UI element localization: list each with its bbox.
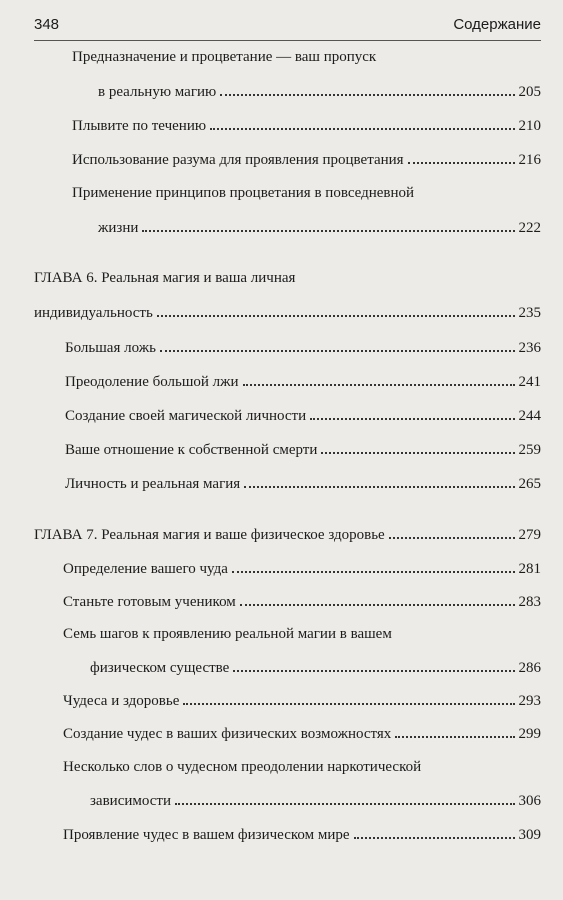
chapter-title: индивидуальность (34, 305, 153, 321)
toc-chapter (34, 302, 541, 322)
toc-entry-title-line: Несколько слов о чудесном преодолении наркотической (63, 759, 422, 775)
leader-dots (210, 115, 514, 130)
toc-page-number: 235 (518, 305, 541, 321)
toc-entry-title: Плывите по течению (72, 118, 207, 134)
leader-dots (354, 824, 515, 839)
toc-chapter (34, 524, 541, 544)
toc-entry-title-line: Предназначение и процветание — ваш пропуск (72, 49, 377, 65)
toc-entry (90, 790, 541, 810)
leader-dots (160, 337, 515, 352)
leader-dots (232, 558, 515, 573)
leader-dots (233, 657, 514, 672)
toc-entry (65, 439, 541, 459)
toc-page-number: 283 (518, 594, 541, 610)
leader-dots (310, 405, 514, 420)
toc-page-number: 259 (518, 442, 541, 458)
toc-entry (65, 405, 541, 425)
toc-entry (98, 217, 541, 237)
toc-entry (65, 371, 541, 391)
toc-page-number: 299 (518, 726, 541, 742)
toc-page-number: 210 (518, 118, 541, 134)
toc-entry-title: жизни (98, 220, 139, 236)
leader-dots (395, 723, 514, 738)
toc-page-number: 279 (518, 527, 541, 543)
toc-entry (65, 473, 541, 493)
leader-dots (220, 81, 514, 96)
chapter-title-line: ГЛАВА 6. Реальная магия и ваша личная (34, 270, 296, 286)
leader-dots (321, 439, 514, 454)
toc-entry-title: физическом существе (90, 660, 230, 676)
toc-page-number: 293 (518, 693, 541, 709)
toc-page-number: 222 (518, 220, 541, 236)
toc-entry-title: Проявление чудес в вашем физическом мире (63, 827, 350, 843)
toc-entry-title: Чудеса и здоровье (63, 693, 180, 709)
toc-page-number: 309 (518, 827, 541, 843)
toc-entry (65, 337, 541, 357)
toc-entry-title: Личность и реальная магия (65, 476, 241, 492)
leader-dots (243, 371, 515, 386)
toc-entry (63, 690, 541, 710)
toc-page-number: 286 (518, 660, 541, 676)
toc-entry-title-line: Применение принципов процветания в повседневной (72, 185, 415, 201)
toc-entry (90, 657, 541, 677)
toc-page-number: 216 (518, 152, 541, 168)
page-number: 348 (34, 16, 60, 33)
toc-entry (63, 824, 541, 844)
toc-entry-title: Преодоление большой лжи (65, 374, 239, 390)
toc-page-number: 244 (518, 408, 541, 424)
chapter-title: ГЛАВА 7. Реальная магия и ваше физическое здоровье (34, 527, 385, 543)
toc-page-number: 265 (518, 476, 541, 492)
leader-dots (240, 591, 515, 606)
toc-page-number: 306 (518, 793, 541, 809)
toc-entry (63, 558, 541, 578)
leader-dots (244, 473, 514, 488)
toc-entry-title: Создание чудес в ваших физических возможностях (63, 726, 392, 742)
toc-entry (63, 591, 541, 611)
toc-entry-title: Использование разума для проявления процветания (72, 152, 404, 168)
leader-dots (175, 790, 515, 805)
toc-page-number: 241 (518, 374, 541, 390)
toc-entry (98, 81, 541, 101)
toc-page-number: 236 (518, 340, 541, 356)
leader-dots (157, 302, 515, 317)
toc-entry-title: Большая ложь (65, 340, 156, 356)
leader-dots (183, 690, 514, 705)
toc-entry-title: Определение вашего чуда (63, 561, 228, 577)
toc-entry-title: Станьте готовым учеником (63, 594, 236, 610)
toc-entry-title: Ваше отношение к собственной смерти (65, 442, 318, 458)
toc-entry (72, 115, 541, 135)
leader-dots (142, 217, 514, 232)
leader-dots (389, 524, 515, 539)
toc-entry-title: в реальную магию (98, 84, 217, 100)
toc-entry (72, 149, 541, 169)
toc-page-number: 281 (518, 561, 541, 577)
toc-entry-title: зависимости (90, 793, 171, 809)
leader-dots (408, 149, 515, 164)
toc-entry (63, 723, 541, 743)
running-title: Содержание (453, 16, 541, 33)
toc-entry-title-line: Семь шагов к проявлению реальной магии в вашем (63, 626, 392, 642)
toc-page-number: 205 (518, 84, 541, 100)
toc-entry-title: Создание своей магической личности (65, 408, 307, 424)
